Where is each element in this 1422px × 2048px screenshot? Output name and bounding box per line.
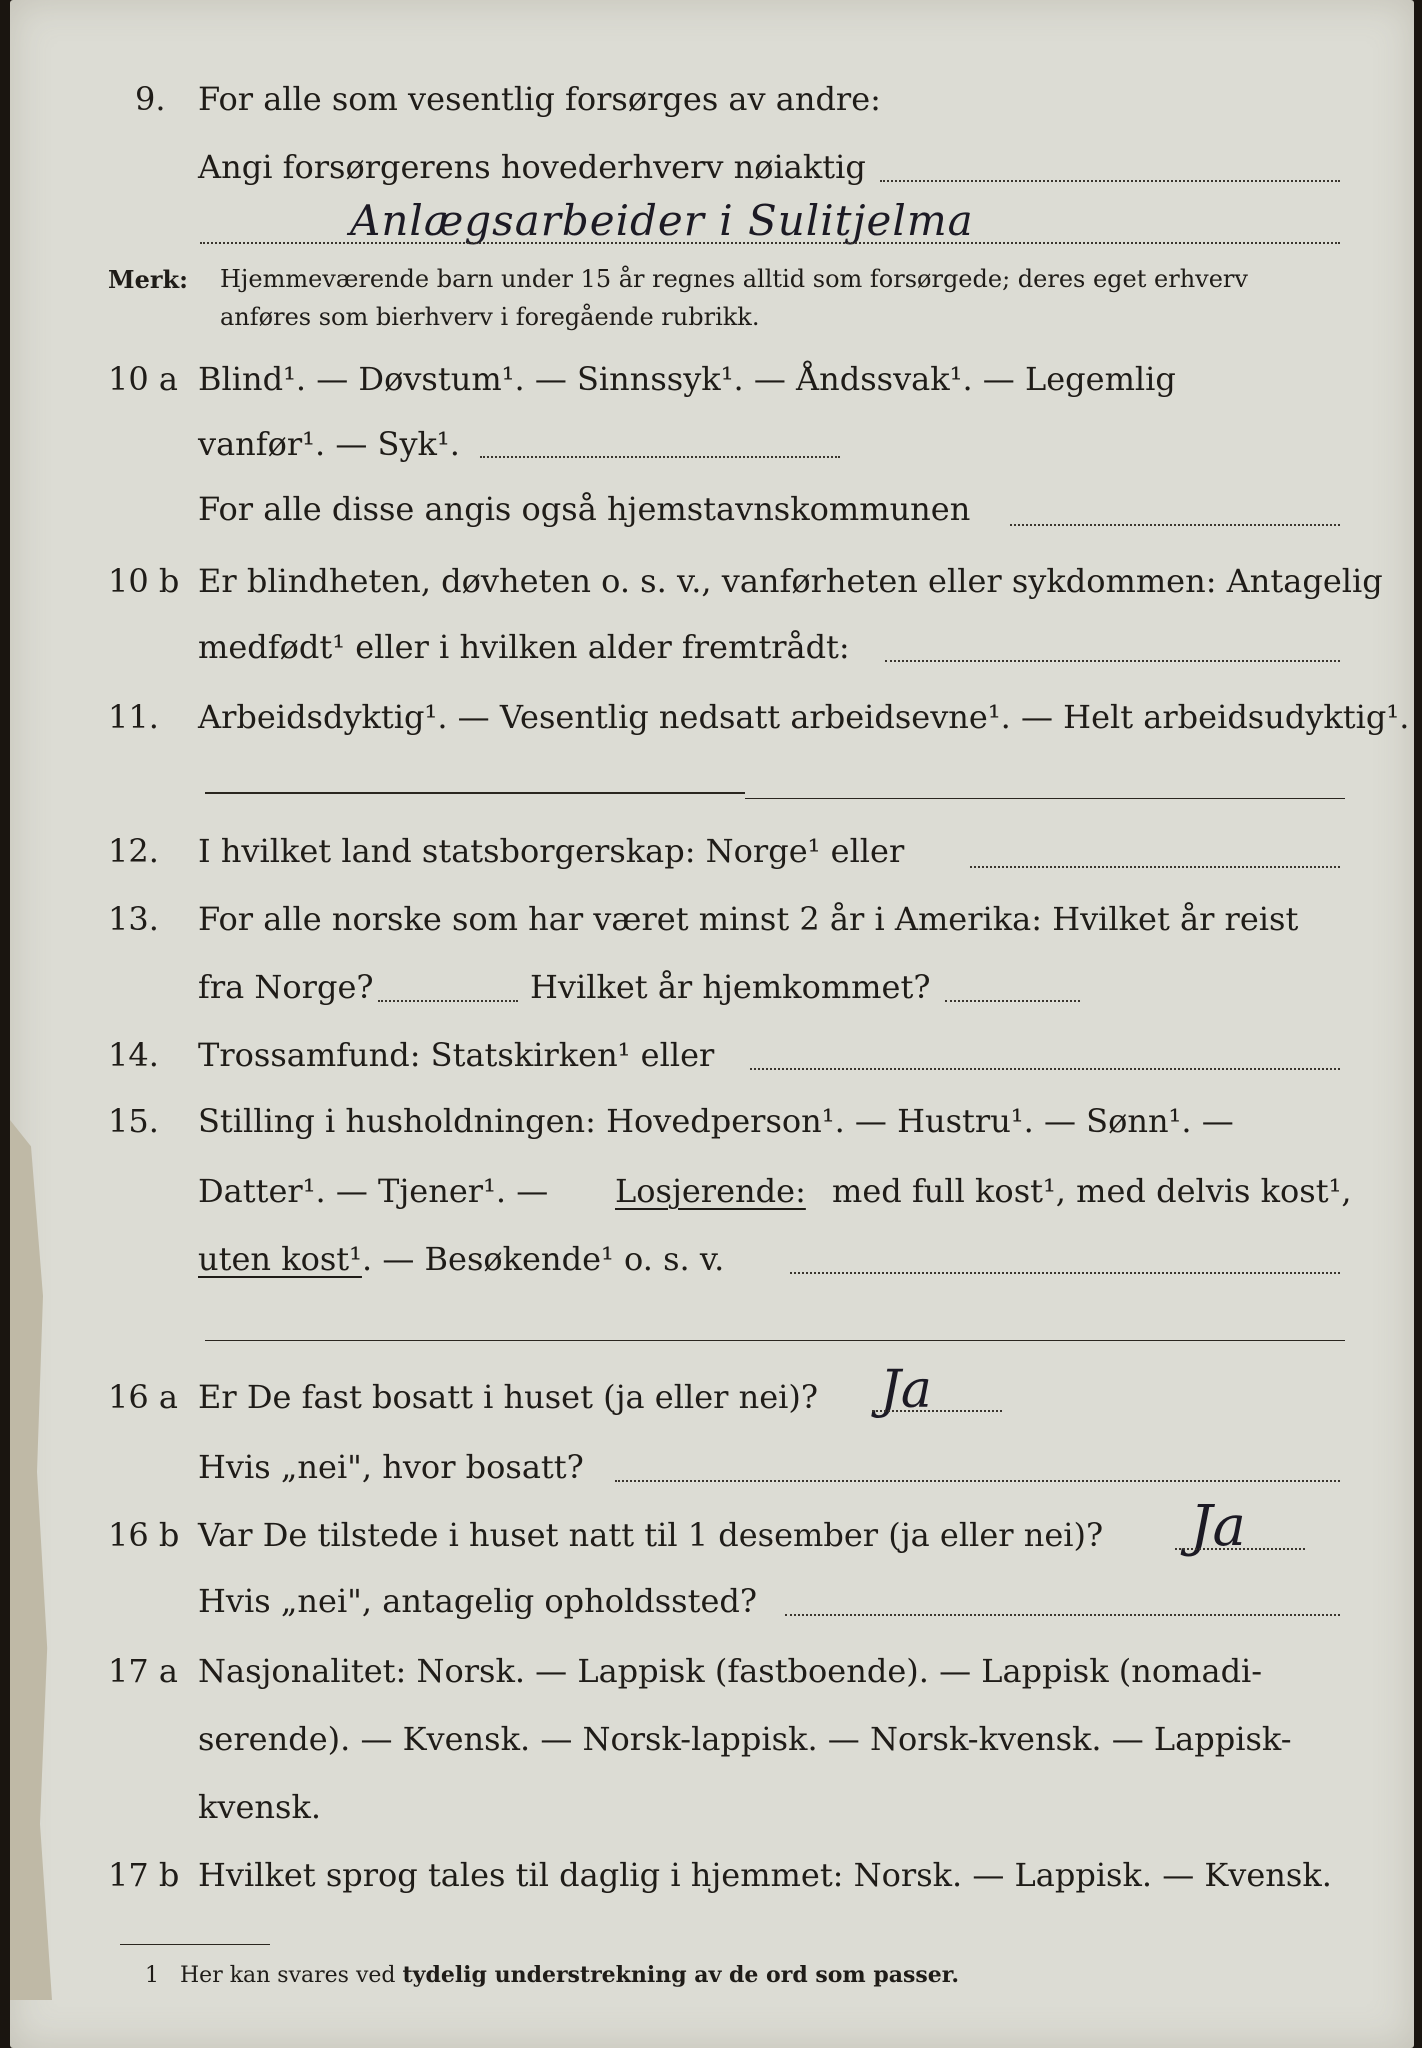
- q16b-line1: Var De tilstede i huset natt til 1 desember (ja eller nei)?: [198, 1516, 1104, 1554]
- q17b-number: 17 b: [108, 1856, 180, 1894]
- footnote-rule: [120, 1944, 270, 1945]
- q17b-line1: Hvilket sprog tales til daglig i hjemmet: Norsk. — Lappisk. — Kvensk.: [198, 1856, 1332, 1894]
- q9-answer-line: [200, 242, 1340, 244]
- q10a-dotted-leader: [480, 456, 840, 458]
- q10b-number: 10 b: [108, 562, 180, 600]
- q12-line1: I hvilket land statsborgerskap: Norge¹ eller: [198, 832, 905, 870]
- q10a-line1: Blind¹. — Døvstum¹. — Sinnssyk¹. — Åndssvak¹. — Legemlig: [198, 360, 1176, 398]
- q16a-number: 16 a: [108, 1378, 178, 1416]
- q13-reist-leader: [378, 1000, 518, 1002]
- torn-edge: [10, 1120, 70, 2000]
- q17a-line1: Nasjonalitet: Norsk. — Lappisk (fastboende). — Lappisk (nomadi-: [198, 1652, 1263, 1690]
- q10a-number: 10 a: [108, 360, 178, 398]
- footnote: [145, 1962, 959, 1988]
- q17a-line3: kvensk.: [198, 1788, 321, 1826]
- q14-line1: Trossamfund: Statskirken¹ eller: [198, 1036, 715, 1074]
- q15-line2c: med full kost¹, med delvis kost¹,: [832, 1172, 1352, 1210]
- q10a-line3: For alle disse angis også hjemstavnskommunen: [198, 490, 971, 528]
- q10b-line2: medfødt¹ eller i hvilken alder fremtrådt:: [198, 628, 850, 666]
- q13-number: 13.: [108, 900, 159, 938]
- q16b-answer-leader: [1175, 1548, 1305, 1550]
- q16a-line1: Er De fast bosatt i huset (ja eller nei)?: [198, 1378, 819, 1416]
- q13-line2b: Hvilket år hjemkommet?: [530, 968, 931, 1006]
- q15-number: 15.: [108, 1102, 159, 1140]
- merk-line2: anføres som bierhverv i foregående rubrikk.: [220, 303, 760, 331]
- q10b-line1: Er blindheten, døvheten o. s. v., vanførheten eller sykdommen: Antagelig: [198, 562, 1383, 600]
- q13-hjemkommet-leader: [945, 1000, 1080, 1002]
- q9-line1: For alle som vesentlig forsørges av andre:: [198, 80, 881, 118]
- footnote-text-plain: Her kan svares ved: [179, 1963, 396, 1988]
- q10b-dotted-leader: [885, 660, 1340, 662]
- q14-number: 14.: [108, 1036, 159, 1074]
- merk-label: Merk:: [108, 265, 188, 294]
- q11-number: 11.: [108, 698, 159, 736]
- q15-line1: Stilling i husholdningen: Hovedperson¹. — Hustru¹. — Sønn¹. —: [198, 1102, 1234, 1140]
- census-form-page: [10, 0, 1414, 2048]
- q9-line2: Angi forsørgerens hovederhverv nøiaktig: [198, 148, 866, 186]
- q15-line2a: Datter¹. — Tjener¹. —: [198, 1172, 549, 1210]
- merk-line1: Hjemmeværende barn under 15 år regnes alltid som forsørgede; deres eget erhverv: [220, 265, 1248, 293]
- q16a-line2: Hvis „nei", hvor bosatt?: [198, 1448, 584, 1486]
- q9-dotted-leader: [880, 180, 1340, 182]
- q9-handwritten-answer: Anlægsarbeider i Sulitjelma: [350, 196, 974, 245]
- q10a-home-leader: [1010, 524, 1340, 526]
- q13-line2a: fra Norge?: [198, 968, 374, 1006]
- q16a-bosatt-leader: [615, 1480, 1340, 1482]
- q16a-handwritten-answer: Ja: [880, 1360, 932, 1420]
- q9-number: 9.: [135, 80, 166, 118]
- q11-answer-rule-right: [745, 798, 1345, 799]
- q17a-line2: serende). — Kvensk. — Norsk-lappisk. — Norsk-kvensk. — Lappisk-: [198, 1720, 1292, 1758]
- q10a-line2: vanfør¹. — Syk¹.: [198, 425, 460, 463]
- q16b-opholdssted-leader: [785, 1614, 1340, 1616]
- q16b-handwritten-answer: Ja: [1190, 1494, 1246, 1559]
- q15-losjerende-underlined: Losjerende:: [615, 1172, 806, 1210]
- q15-uten-kost-underlined: uten kost¹: [198, 1240, 362, 1278]
- q11-line1: Arbeidsdyktig¹. — Vesentlig nedsatt arbeidsevne¹. — Helt arbeidsudyktig¹.: [198, 698, 1410, 736]
- q15-line3b: . — Besøkende¹ o. s. v.: [362, 1240, 725, 1278]
- q11-answer-rule-left: [205, 792, 745, 794]
- footnote-mark: 1: [145, 1963, 159, 1988]
- q13-line1: For alle norske som har været minst 2 år i Amerika: Hvilket år reist: [198, 900, 1299, 938]
- q15-dotted-leader: [790, 1272, 1340, 1274]
- q12-dotted-leader: [970, 866, 1340, 868]
- q12-number: 12.: [108, 832, 159, 870]
- q16b-line2: Hvis „nei", antagelig opholdssted?: [198, 1582, 758, 1620]
- q14-dotted-leader: [750, 1068, 1340, 1070]
- q16b-number: 16 b: [108, 1516, 180, 1554]
- footnote-text-bold: tydelig understrekning av de ord som passer.: [402, 1962, 959, 1988]
- q16a-answer-leader: [872, 1410, 1002, 1412]
- q17a-number: 17 a: [108, 1652, 178, 1690]
- q15-answer-rule: [205, 1340, 1345, 1341]
